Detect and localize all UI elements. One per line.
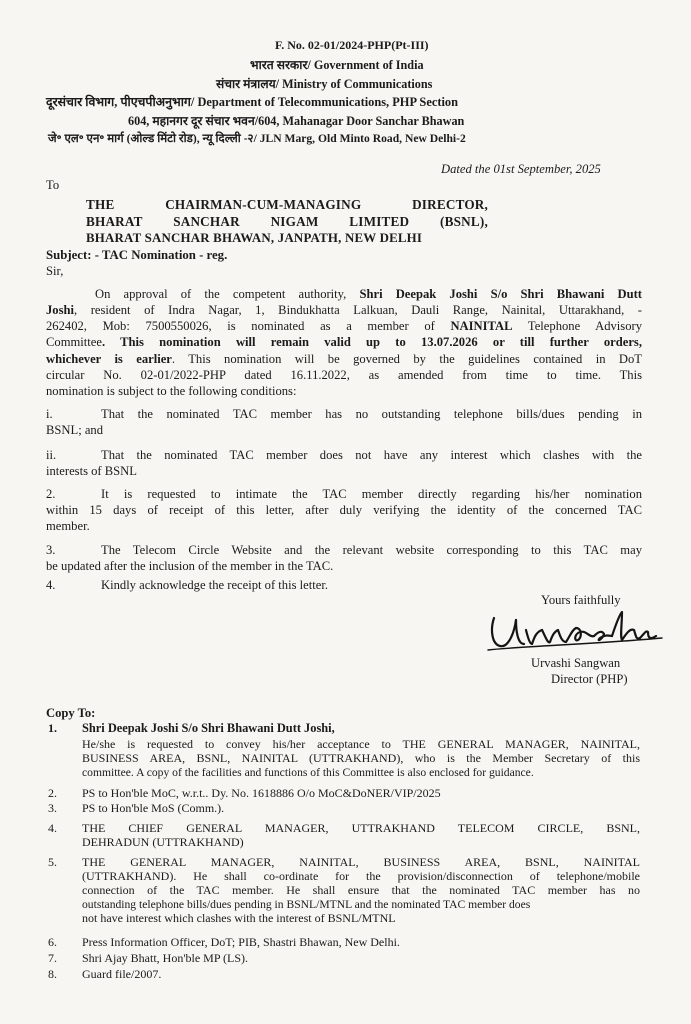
copy-to-recipient: THE GENERAL MANAGER, NAINITAL, BUSINESS AREA, BSNL, NAINITAL <box>82 855 640 869</box>
point-text: The Telecom Circle Website and the relevant website corresponding to this TAC may <box>101 543 642 557</box>
para-line: circular No. 02-01/2022-PHP dated 16.11.2022, as amended from time to time. This <box>46 368 642 382</box>
salutation: Sir, <box>46 264 64 278</box>
copy-to-text: BUSINESS AREA, BSNL, NAINITAL (UTTRAKHAND), who is the Member Secretary of this <box>82 751 640 765</box>
copy-to-recipient: Press Information Officer, DoT; PIB, Shastri Bhawan, New Delhi. <box>82 935 400 949</box>
closing-text: Yours faithfully <box>541 593 621 607</box>
handwritten-signature <box>486 608 666 656</box>
para-text: whichever is earlier <box>46 352 172 366</box>
file-number: F. No. 02-01/2024-PHP(Pt-III) <box>275 38 429 52</box>
point-text: member. <box>46 519 90 533</box>
para-line: nomination is subject to the following conditions: <box>46 384 297 398</box>
copy-to-number: 8. <box>48 967 57 981</box>
copy-to-number: 2. <box>48 786 57 800</box>
header-department: दूरसंचार विभाग, पीएचपीअनुभाग/ Department of Telecommunications, PHP Section <box>46 95 458 109</box>
addressee-line: THE CHAIRMAN-CUM-MANAGING DIRECTOR, <box>86 197 488 212</box>
copy-to-text: outstanding telephone bills/dues pending in BSNL/MTNL and the nominated TAC member does <box>82 898 531 911</box>
condition-text: That the nominated TAC member does not have any interest which clashes with the <box>101 448 642 462</box>
copy-to-text: (UTTRAKHAND). He shall co-ordinate for the provision/disconnection of telephone/mobile <box>82 869 640 883</box>
para-line <box>46 319 642 335</box>
copy-to-number: 3. <box>48 801 57 815</box>
copy-to-number: 1. <box>48 721 57 735</box>
signature-text: Urvashi <box>486 608 490 609</box>
condition-text: That the nominated TAC member has no outstanding telephone bills/dues pending in <box>101 407 642 421</box>
point-text: Kindly acknowledge the receipt of this letter. <box>101 578 328 592</box>
condition-number: i. <box>46 407 53 421</box>
copy-to-recipient: PS to Hon'ble MoS (Comm.). <box>82 801 225 815</box>
committee-name: NAINITAL <box>450 319 513 333</box>
copy-to-text: connection of the TAC member. He shall ensure that the nominated TAC member has no <box>82 883 640 897</box>
condition-text: BSNL; and <box>46 423 104 437</box>
validity-date: 13.07.2026 or till further orders, <box>421 335 642 349</box>
point-text: It is requested to intimate the TAC member directly regarding his/her nomination <box>101 487 642 501</box>
nominee-name: Joshi <box>46 303 74 317</box>
para-text: Telephone Advisory <box>512 319 642 333</box>
para-text: . This nomination will be governed by the guidelines contained in DoT <box>171 352 642 366</box>
subject-line: Subject: - TAC Nomination - reg. <box>46 248 228 262</box>
nominee-name: Shri Deepak Joshi S/o Shri Bhawani Dutt <box>359 287 642 301</box>
point-text: within 15 days of receipt of this letter, after duly verifying the identity of the concerned TAC <box>46 503 642 517</box>
para-line <box>95 287 642 303</box>
signatory-designation: Director (PHP) <box>551 672 628 686</box>
condition-number: ii. <box>46 448 57 462</box>
para-text: Committee <box>46 335 102 349</box>
copy-to-text: not have interest which clashes with the interest of BSNL/MTNL <box>82 911 396 925</box>
date-line: Dated the 01st September, 2025 <box>441 162 601 176</box>
copy-to-text: DEHRADUN (UTTRAKHAND) <box>82 835 244 849</box>
point-number: 4. <box>46 578 56 592</box>
header-ministry: संचार मंत्रालय/ Ministry of Communications <box>216 77 433 91</box>
copy-to-recipient: Guard file/2007. <box>82 967 162 981</box>
copy-to-number: 7. <box>48 951 57 965</box>
point-text: be updated after the inclusion of the member in the TAC. <box>46 559 334 573</box>
point-number: 3. <box>46 543 56 557</box>
addressee-line: BHARAT SANCHAR NIGAM LIMITED (BSNL), <box>86 214 488 229</box>
header-address: जे॰ एल॰ एन॰ मार्ग (ओल्ड मिंटो रोड), न्यू दिल्ली -२/ JLN Marg, Old Minto Road, New Delhi-2 <box>48 132 466 145</box>
condition-text: interests of BSNL <box>46 464 137 478</box>
copy-to-recipient: PS to Hon'ble MoC, w.r.t.. Dy. No. 1618886 O/o MoC&DoNER/VIP/2025 <box>82 786 441 800</box>
copy-to-number: 4. <box>48 821 57 835</box>
para-line <box>46 335 642 351</box>
para-text: On approval of the competent authority, <box>95 287 360 301</box>
header-building: 604, महानगर दूर संचार भवन/604, Mahanagar Door Sanchar Bhawan <box>128 114 465 128</box>
copy-to-recipient: Shri Ajay Bhatt, Hon'ble MP (LS). <box>82 951 249 965</box>
copy-to-text: committee. A copy of the facilities and functions of this Committee is also enclosed for guidance. <box>82 766 534 779</box>
to-label: To <box>46 178 60 192</box>
copy-to-recipient: THE CHIEF GENERAL MANAGER, UTTRAKHAND TELECOM CIRCLE, BSNL, <box>82 821 640 835</box>
para-text: . This nomination will remain valid up to <box>101 335 421 349</box>
copy-to-text: He/she is requested to convey his/her acceptance to THE GENERAL MANAGER, NAINITAL, <box>82 737 640 751</box>
para-line <box>46 303 642 319</box>
header-govt: भारत सरकार/ Government of India <box>250 58 424 72</box>
para-line <box>46 352 642 368</box>
addressee-line: BHARAT SANCHAR BHAWAN, JANPATH, NEW DELHI <box>86 231 423 245</box>
copy-to-recipient: Shri Deepak Joshi S/o Shri Bhawani Dutt Joshi, <box>82 721 335 735</box>
copy-to-label: Copy To: <box>46 706 96 720</box>
copy-to-number: 5. <box>48 855 57 869</box>
para-text: , resident of Indra Nagar, 1, Bindukhatta Lalkuan, Dauli Range, Nainital, Uttarakhand, - <box>74 303 642 317</box>
para-text: 262402, Mob: 7500550026, is nominated as a member of <box>46 319 451 333</box>
point-number: 2. <box>46 487 56 501</box>
signatory-name: Urvashi Sangwan <box>531 656 621 670</box>
copy-to-number: 6. <box>48 935 57 949</box>
